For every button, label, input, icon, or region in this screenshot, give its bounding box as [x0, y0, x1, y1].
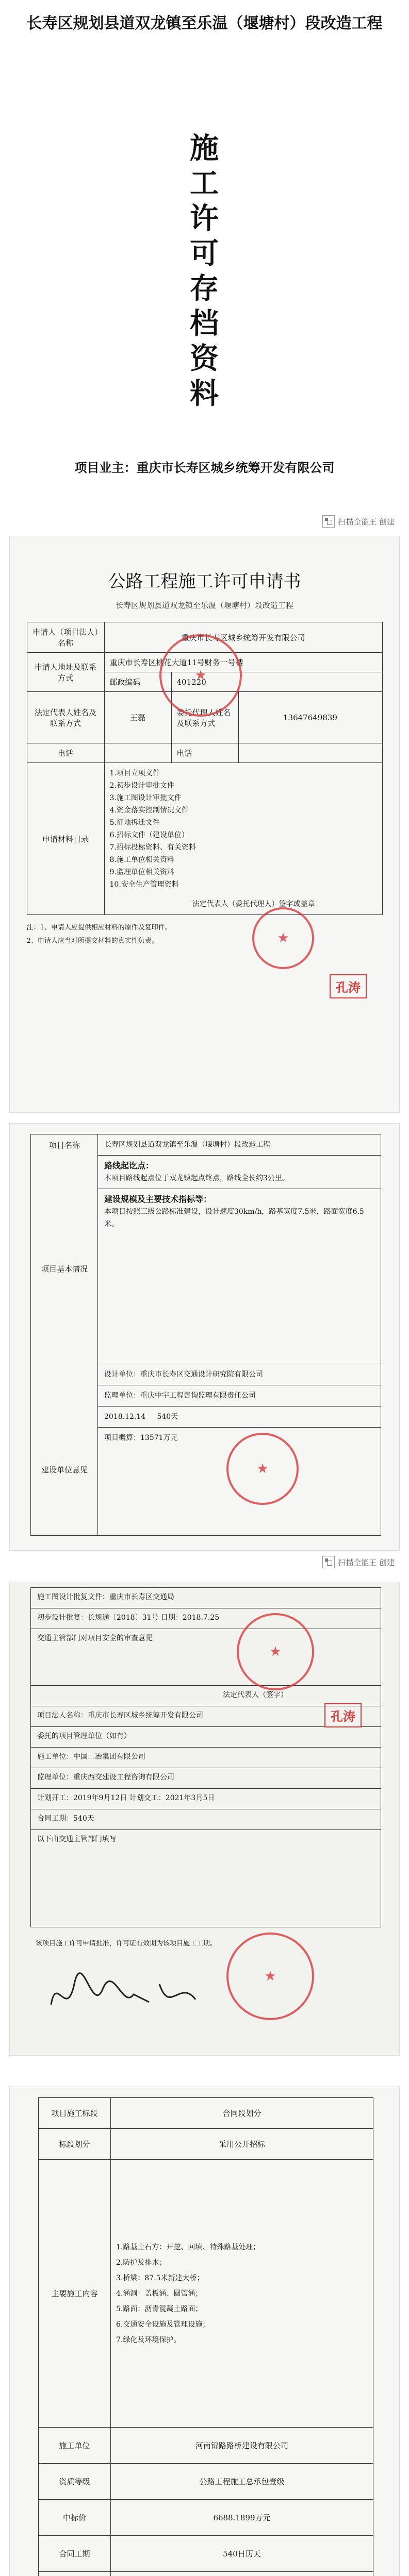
- cover-char: 许: [190, 202, 219, 235]
- sign-label: 法定代表人（委托代理人）签字或盖章: [192, 900, 315, 908]
- scan-page-contract-summary: [9, 2087, 400, 2576]
- approval-row: 施工图设计批复文件：重庆市长寿区交通局: [31, 1588, 381, 1608]
- scale-title: 建设规模及主要技术指标等：: [104, 1194, 212, 1204]
- cover-page: [0, 0, 409, 510]
- scanner-watermark: [322, 515, 395, 528]
- list-item: 2.防护及排水；: [116, 2258, 167, 2267]
- watermark-text: 扫描全能王 创建: [338, 1557, 395, 1567]
- approval-row: 交通主管部门对项目安全的审查意见: [31, 1629, 381, 1686]
- official-seal-stamp: [252, 907, 314, 969]
- row-value: 公路工程施工总承包壹级: [111, 2464, 373, 2500]
- cover-project-owner: [10, 457, 399, 476]
- approval-row: 项目法人名称：重庆市长寿区城乡统筹开发有限公司: [31, 1706, 381, 1727]
- works-label: 主要施工内容: [39, 2160, 111, 2428]
- address-value: 重庆市长寿区桃花大道11号财务一号楼: [104, 653, 382, 672]
- phone-value: 13647649839: [238, 692, 382, 743]
- cover-char: 可: [190, 237, 219, 270]
- contract-info: [98, 1406, 381, 1428]
- official-seal-stamp: [226, 1933, 314, 2020]
- cover-title: 长寿区规划县道双龙镇至乐温（堰塘村）段改造工程: [26, 14, 383, 32]
- contract-date: 2018.12.14: [104, 1413, 146, 1421]
- materials-list: [104, 763, 382, 915]
- list-item: 3.桥梁：87.5米新建大桥；: [116, 2274, 204, 2282]
- list-item: 6.招标文件（建设单位）: [109, 831, 189, 839]
- approval-row: 初步设计批复：长规通〔2018〕31号 日期：2018.7.25: [31, 1608, 381, 1629]
- budget-value: 13571万元: [140, 1434, 178, 1442]
- table-row: [39, 2098, 373, 2129]
- row-value: 采用公开招标: [111, 2129, 373, 2160]
- row-value: [111, 2572, 373, 2576]
- table-row: [39, 2536, 373, 2572]
- table-row: [39, 2160, 373, 2428]
- scale-text: 本项目按照三级公路标准建设，设计速度30km/h，路基宽度7.5米，路面宽度6.5米。: [104, 1208, 364, 1228]
- row-label: 标段划分: [39, 2129, 111, 2160]
- list-item: 4.资金落实控制情况文件: [109, 806, 189, 815]
- scan-page-application: [9, 536, 400, 1113]
- row-label: [39, 2572, 111, 2576]
- supervise-unit: 监理单位：重庆中宇工程咨询监理有限责任公司: [98, 1385, 381, 1406]
- project-name-value: 长寿区规划县道双龙镇至乐温（堰塘村）段改造工程: [98, 1134, 381, 1156]
- row-value: 河南锦路路桥建设有限公司: [111, 2428, 373, 2464]
- project-owner-value: 重庆市长寿区城乡统筹开发有限公司: [136, 461, 335, 475]
- cover-char: 资: [190, 342, 219, 376]
- agent-phone-blank: [238, 743, 382, 763]
- form-notes: [27, 921, 383, 948]
- row-value: 合同段划分: [111, 2098, 373, 2129]
- scan-page-approvals: [9, 1582, 400, 2056]
- legal-rep-value: 王磊: [104, 692, 171, 743]
- official-seal-stamp: [159, 634, 242, 717]
- row-label: 合同工期: [39, 2536, 111, 2572]
- approval-row: 合同工期：540天: [31, 1809, 381, 1830]
- route-text: 本项目路线起点位于双龙镇起点终点，路线全长约3公里。: [104, 1174, 289, 1182]
- route-title: 路线起讫点：: [104, 1161, 154, 1171]
- list-item: 3.施工图设计审批文件: [109, 794, 182, 802]
- list-item: 7.绿化及环境保护。: [116, 2335, 181, 2344]
- legal-rep-label: 法定代表人姓名及联系方式: [27, 692, 104, 743]
- list-item: 8.施工单位相关资料: [109, 856, 174, 864]
- approval-row: 委托的项目管理单位（如有）: [31, 1727, 381, 1748]
- footer-note: 该项目施工许可申请批准，许可证有效期为该项目施工工期。: [36, 1940, 217, 1947]
- list-item: 1.项目立项文件: [109, 769, 160, 777]
- table-row: [27, 763, 382, 915]
- cover-char: 档: [190, 307, 219, 341]
- approval-row: 监理单位：重庆西交建设工程咨询有限公司: [31, 1768, 381, 1789]
- applicant-label: 申请人（项目法人）名称: [27, 622, 104, 653]
- row-value: 6688.1899万元: [111, 2500, 373, 2536]
- note-line: 注：1、申请人应提供相应材料的原件及复印件。: [26, 924, 172, 931]
- handwritten-signature: [46, 1963, 211, 2025]
- cover-char: 工: [190, 167, 219, 200]
- project-name-label: 项目名称: [48, 1141, 80, 1150]
- scan-page-project-info: [9, 1123, 400, 1551]
- signature-seal: 孔涛: [330, 974, 367, 998]
- duration: 540天: [157, 1413, 178, 1421]
- official-seal-stamp: [226, 1433, 299, 1505]
- agent-phone-label: 电话: [171, 743, 238, 763]
- scanner-watermark: [322, 1556, 395, 1568]
- form-subtitle: 长寿区规划县道双龙镇至乐温（堰塘村）段改造工程: [115, 601, 293, 610]
- list-item: 2.初步设计审批文件: [109, 782, 174, 790]
- approval-row: 施工单位：中国二冶集团有限公司: [31, 1748, 381, 1768]
- signature-seal: 孔涛: [324, 1703, 362, 1727]
- cover-char: 存: [190, 272, 219, 306]
- postcode-value: 401220: [171, 672, 382, 692]
- budget-label: 项目概算：: [104, 1434, 140, 1442]
- list-item: 9.监理单位相关资料: [109, 868, 174, 876]
- build-unit-label: 建设单位意见: [41, 1465, 88, 1475]
- left-label-column: [31, 1134, 98, 1535]
- row-label: 中标价: [39, 2500, 111, 2536]
- cover-char: 料: [190, 377, 219, 411]
- scanner-logo-icon: [322, 515, 335, 528]
- watermark-text: 扫描全能王 创建: [338, 517, 395, 527]
- cover-vertical-title: [184, 131, 225, 412]
- approvals-table: [30, 1587, 381, 1927]
- project-info-right-column: [98, 1134, 381, 1448]
- scanner-logo-icon: [322, 1556, 335, 1568]
- design-unit: 设计单位：重庆市长寿区交通设计研究院有限公司: [98, 1364, 381, 1385]
- phone-label: 电话: [27, 743, 104, 763]
- list-item: 6.交通安全设施及管理设施；: [116, 2320, 210, 2329]
- table-row: [39, 2572, 373, 2576]
- official-seal-stamp: [237, 1613, 314, 1690]
- list-item: 5.路面：沥青混凝土路面；: [116, 2304, 203, 2313]
- works-list: [111, 2160, 373, 2428]
- row-label: 项目施工标段: [39, 2098, 111, 2129]
- table-row: [39, 2428, 373, 2464]
- scale-section: [98, 1189, 381, 1364]
- row-label: 施工单位: [39, 2428, 111, 2464]
- row-label: 资质等级: [39, 2464, 111, 2500]
- basic-info-label: 项目基本情况: [41, 1264, 88, 1274]
- materials-label: 申请材料目录: [27, 763, 104, 915]
- list-item: 5.征地拆迁文件: [109, 819, 160, 827]
- cover-char: 施: [190, 132, 219, 165]
- postcode-label: 邮政编码: [104, 672, 171, 692]
- table-row: [39, 2464, 373, 2500]
- row-value: 540日历天: [111, 2536, 373, 2572]
- approval-row: 法定代表人（签字）: [31, 1686, 381, 1706]
- route-section: [98, 1156, 381, 1189]
- list-item: 4.涵洞：盖板涵、圆管涵；: [116, 2289, 203, 2298]
- project-owner-label: 项目业主：: [74, 461, 137, 475]
- table-row: [27, 743, 382, 763]
- list-item: 7.招标投标资料、有关资料: [109, 843, 196, 852]
- approval-row: 以下由交通主管部门填写: [37, 1835, 117, 1843]
- agent-label: 委托代理人姓名及联系方式: [171, 692, 238, 743]
- applicant-value: 重庆市长寿区城乡统筹开发有限公司: [104, 622, 382, 653]
- table-row: [39, 2129, 373, 2160]
- project-info-table: [30, 1134, 381, 1536]
- table-row: [39, 2500, 373, 2536]
- list-item: 1.路基土石方：开挖、回填、特殊路基处理；: [116, 2243, 260, 2251]
- contract-summary-table: [38, 2097, 373, 2576]
- phone-blank: [104, 743, 171, 763]
- approval-row: 计划开工：2019年9月12日 计划交工：2021年3月5日: [31, 1789, 381, 1809]
- address-label: 申请人地址及联系方式: [27, 653, 104, 692]
- form-title: 公路工程施工许可申请书: [108, 571, 301, 592]
- note-line: 2、申请人应当对所提交材料的真实性负责。: [26, 937, 158, 945]
- list-item: 10.安全生产管理资料: [109, 880, 179, 889]
